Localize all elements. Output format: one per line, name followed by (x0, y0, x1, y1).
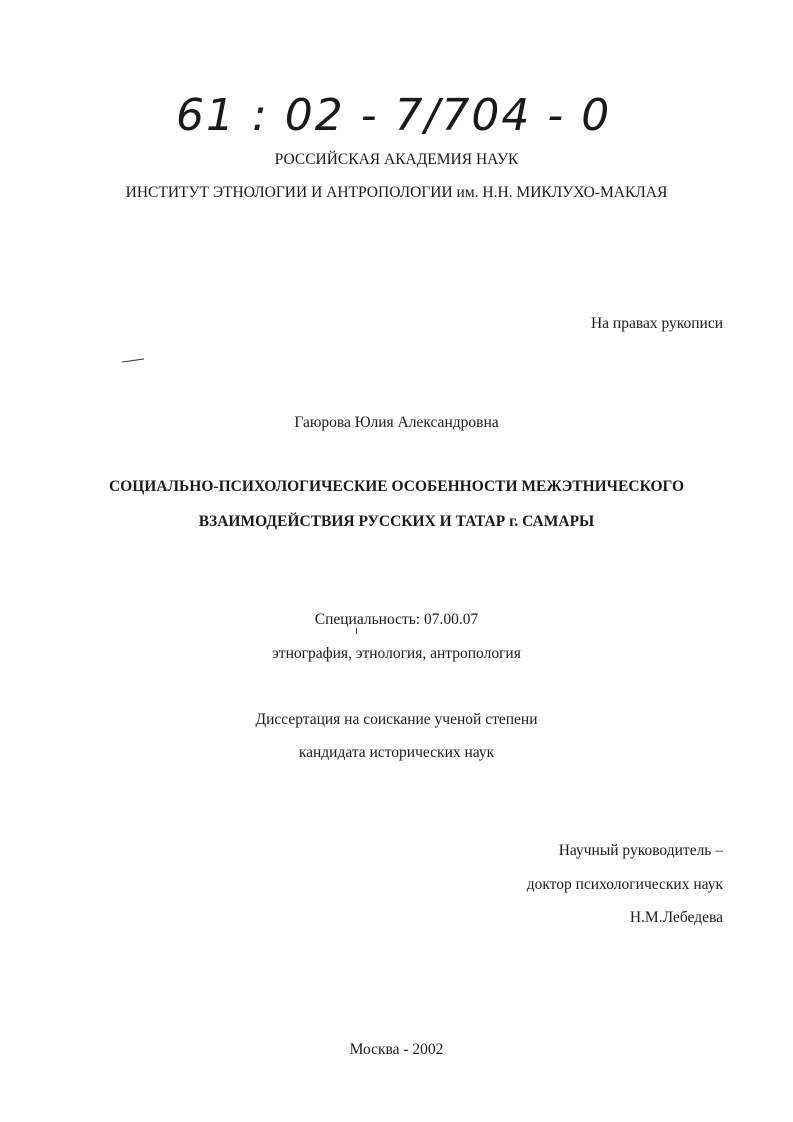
author-name: Гаюрова Юлия Александровна (294, 414, 499, 431)
specialty-code: Специальность: 07.00.07 (314, 611, 479, 628)
degree-line-2: кандидата исторических наук (298, 744, 495, 761)
institute-heading: ИНСТИТУТ ЭТНОЛОГИИ И АНТРОПОЛОГИИ им. Н.Н. МИКЛУХО-МАКЛАЯ (125, 184, 668, 201)
archive-number-text: 61 : 02 - 7/704 - 0 (176, 90, 612, 141)
rights-notice: На правах рукописи (590, 315, 723, 332)
scan-mark (122, 358, 144, 362)
handwritten-archive-number (176, 78, 612, 148)
specialty-name: этнография, этнология, антропология (272, 645, 521, 662)
supervisor-name: Н.М.Лебедева (629, 909, 723, 926)
academy-heading: РОССИЙСКАЯ АКАДЕМИЯ НАУК (274, 151, 519, 168)
supervisor-degree: доктор психологических наук (526, 876, 723, 893)
archive-number-drawing (176, 78, 612, 148)
supervisor-role: Научный руководитель – (558, 842, 723, 859)
thesis-title-line-2: ВЗАИМОДЕЙСТВИЯ РУССКИХ И ТАТАР г. САМАРЫ (198, 513, 595, 530)
scan-mark (356, 628, 357, 634)
city-year: Москва - 2002 (349, 1041, 444, 1058)
thesis-title-line-1: СОЦИАЛЬНО-ПСИХОЛОГИЧЕСКИЕ ОСОБЕННОСТИ МЕЖЭТНИЧЕСКОГО (108, 478, 685, 495)
degree-line-1: Диссертация на соискание ученой степени (255, 711, 538, 728)
